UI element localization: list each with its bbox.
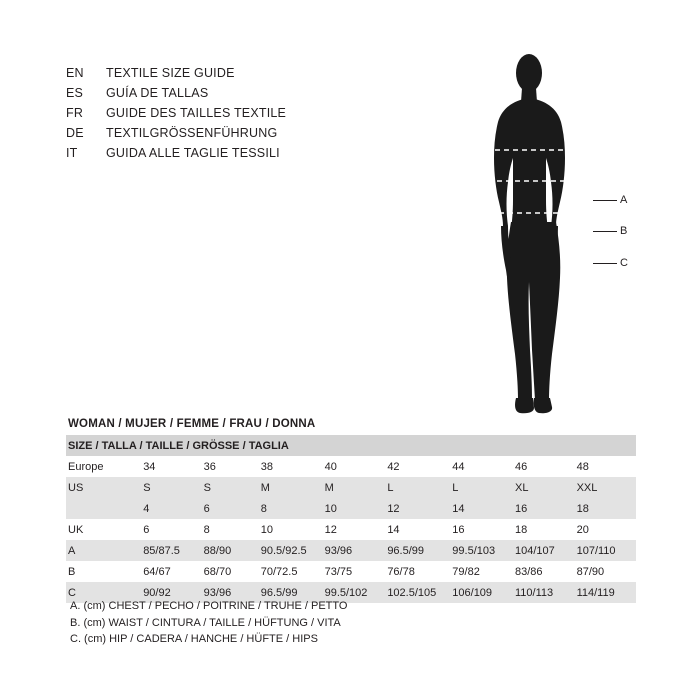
table-row bbox=[66, 540, 636, 561]
guide-title: TEXTILGRÖSSENFÜHRUNG bbox=[106, 126, 278, 140]
cell: 42 bbox=[385, 456, 450, 477]
cell: 73/75 bbox=[323, 561, 386, 582]
cell: 88/90 bbox=[202, 540, 259, 561]
legend-line-b: B. (cm) WAIST / CINTURA / TAILLE / HÜFTUNG / VITA bbox=[70, 616, 341, 629]
language-title-block bbox=[66, 63, 486, 163]
cell: 70/72.5 bbox=[259, 561, 323, 582]
cell: 38 bbox=[259, 456, 323, 477]
body-silhouette-icon bbox=[470, 50, 640, 420]
cell: 85/87.5 bbox=[141, 540, 201, 561]
cell: 90.5/92.5 bbox=[259, 540, 323, 561]
callout-line-a bbox=[593, 200, 617, 201]
language-code: EN bbox=[66, 66, 84, 80]
table-row bbox=[66, 561, 636, 582]
callout-line-b bbox=[593, 231, 617, 232]
cell: 48 bbox=[575, 456, 636, 477]
female-body-figure bbox=[470, 50, 640, 420]
cell: 8 bbox=[202, 519, 259, 540]
cell: 18 bbox=[513, 519, 575, 540]
cell: 12 bbox=[323, 519, 386, 540]
language-code: IT bbox=[66, 146, 78, 160]
cell: 8 bbox=[259, 498, 323, 519]
cell: S bbox=[141, 477, 201, 498]
cell: 68/70 bbox=[202, 561, 259, 582]
legend-line-a: A. (cm) CHEST / PECHO / POITRINE / TRUHE / PETTO bbox=[70, 600, 348, 612]
size-table-area bbox=[66, 415, 636, 603]
cell: 10 bbox=[259, 519, 323, 540]
cell: 44 bbox=[450, 456, 513, 477]
callout-line-c bbox=[593, 263, 617, 264]
language-code: DE bbox=[66, 126, 84, 140]
guide-title: GUIDA ALLE TAGLIE TESSILI bbox=[106, 146, 280, 160]
cell: 102.5/105 bbox=[385, 582, 450, 603]
cell: 79/82 bbox=[450, 561, 513, 582]
cell: 99.5/103 bbox=[450, 540, 513, 561]
cell: 6 bbox=[141, 519, 201, 540]
row-label: UK bbox=[66, 519, 141, 540]
table-row bbox=[66, 498, 636, 519]
cell: 12 bbox=[385, 498, 450, 519]
legend-line-c: C. (cm) HIP / CADERA / HANCHE / HÜFTE / HIPS bbox=[70, 633, 318, 645]
header-row bbox=[66, 143, 486, 163]
cell: 93/96 bbox=[202, 582, 259, 603]
cell: 104/107 bbox=[513, 540, 575, 561]
table-row bbox=[66, 519, 636, 540]
cell: XL bbox=[513, 477, 575, 498]
cell: S bbox=[202, 477, 259, 498]
cell: M bbox=[259, 477, 323, 498]
table-header-label: SIZE / TALLA / TAILLE / GRÖSSE / TAGLIA bbox=[66, 435, 636, 456]
cell: 93/96 bbox=[323, 540, 386, 561]
language-code: FR bbox=[66, 106, 84, 120]
cell: 76/78 bbox=[385, 561, 450, 582]
guide-title: TEXTILE SIZE GUIDE bbox=[106, 66, 235, 80]
measurement-legend bbox=[70, 598, 590, 648]
row-label: Europe bbox=[66, 456, 141, 477]
cell: 36 bbox=[202, 456, 259, 477]
guide-title: GUÍA DE TALLAS bbox=[106, 86, 209, 100]
cell: XXL bbox=[575, 477, 636, 498]
cell: 46 bbox=[513, 456, 575, 477]
cell: 14 bbox=[450, 498, 513, 519]
language-code: ES bbox=[66, 86, 84, 100]
cell: 4 bbox=[141, 498, 201, 519]
callout-label-c: C bbox=[620, 257, 628, 269]
cell: 96.5/99 bbox=[385, 540, 450, 561]
cell: M bbox=[323, 477, 386, 498]
table-row bbox=[66, 456, 636, 477]
cell: 18 bbox=[575, 498, 636, 519]
table-group-label: WOMAN / MUJER / FEMME / FRAU / DONNA bbox=[68, 418, 316, 430]
cell: 106/109 bbox=[450, 582, 513, 603]
row-label: A bbox=[66, 540, 141, 561]
row-label: US bbox=[66, 477, 141, 498]
table-row bbox=[66, 477, 636, 498]
size-table bbox=[66, 435, 636, 603]
row-label: B bbox=[66, 561, 141, 582]
cell: 14 bbox=[385, 519, 450, 540]
cell: 64/67 bbox=[141, 561, 201, 582]
cell: 6 bbox=[202, 498, 259, 519]
row-label: C bbox=[66, 582, 141, 603]
cell: 16 bbox=[513, 498, 575, 519]
cell: 90/92 bbox=[141, 582, 201, 603]
guide-title: GUIDE DES TAILLES TEXTILE bbox=[106, 106, 287, 120]
cell: 107/110 bbox=[575, 540, 636, 561]
cell: 96.5/99 bbox=[259, 582, 323, 603]
header-row bbox=[66, 123, 486, 143]
header-row bbox=[66, 83, 486, 103]
row-label bbox=[66, 498, 141, 519]
cell: 10 bbox=[323, 498, 386, 519]
cell: 83/86 bbox=[513, 561, 575, 582]
cell: 40 bbox=[323, 456, 386, 477]
cell: 16 bbox=[450, 519, 513, 540]
cell: L bbox=[450, 477, 513, 498]
header-row bbox=[66, 63, 486, 83]
cell: L bbox=[385, 477, 450, 498]
callout-label-b: B bbox=[620, 225, 628, 237]
cell: 20 bbox=[575, 519, 636, 540]
cell: 110/113 bbox=[513, 582, 575, 603]
cell: 87/90 bbox=[575, 561, 636, 582]
header-row bbox=[66, 103, 486, 123]
table-header-row bbox=[66, 435, 636, 456]
cell: 114/119 bbox=[575, 582, 636, 603]
cell: 99.5/102 bbox=[323, 582, 386, 603]
callout-label-a: A bbox=[620, 194, 628, 206]
cell: 34 bbox=[141, 456, 201, 477]
